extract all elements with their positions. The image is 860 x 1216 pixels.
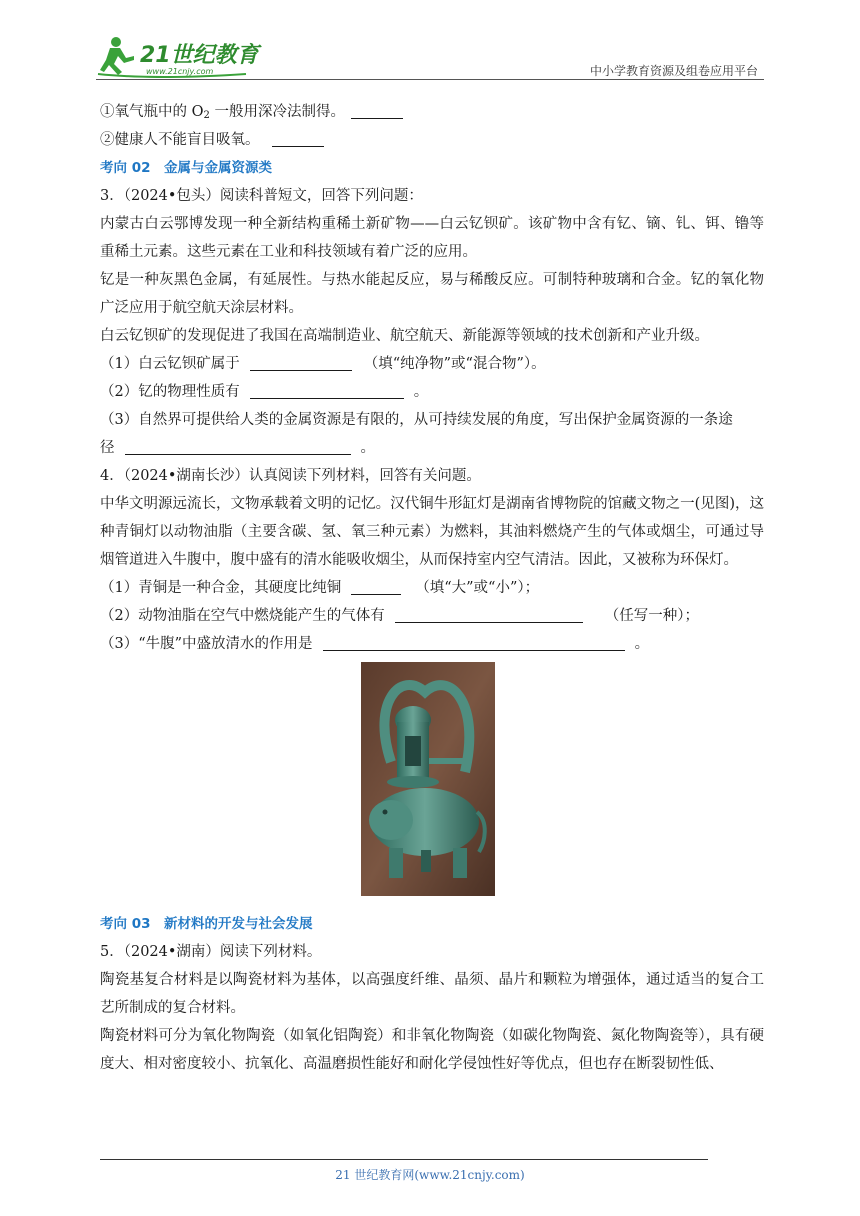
figure-area xyxy=(100,658,764,910)
answer-blank[interactable] xyxy=(351,100,403,119)
question-4-para: 中华文明源远流长，文物承载着文明的记忆。汉代铜牛形缸灯是湖南省博物院的馆藏文物之一(见图)，这种青铜灯以动物油脂（主要含碳、氢、氧三种元素）为燃料，其油料燃烧产生的气体或烟尘，可通过导烟管道进入牛腹中，腹中盛有的清水能吸收烟尘，从而保持室内空气清洁。因此，又被称为环保灯。 xyxy=(100,496,764,568)
question-5-para-2: 陶瓷材料可分为氧化物陶瓷（如氧化铝陶瓷）和非氧化物陶瓷（如碳化物陶瓷、氮化物陶瓷等），具有硬度大、相对密度较小、抗氧化、高温磨损性能好和耐化学侵蚀性好等优点，但也存在断裂韧性低、 xyxy=(100,1028,764,1072)
question-5-title: 5．（2024•湖南）阅读下列材料。 xyxy=(100,944,322,960)
question-5-para-1: 陶瓷基复合材料是以陶瓷材料为基体，以高强度纤维、晶须、晶片和颗粒为增强体，通过适当的复合工艺所制成的复合材料。 xyxy=(100,972,764,1016)
question-3-title: 3．（2024•包头）阅读科普短文，回答下列问题： xyxy=(100,188,423,204)
question-4-3: （3）“牛腹”中盛放清水的作用是 。 xyxy=(100,630,764,658)
answer-blank[interactable] xyxy=(395,604,583,623)
question-3-para-1: 内蒙古白云鄂博发现一种全新结构重稀土新矿物——白云钇钡矿。该矿物中含有钇、镝、钆、铒、镥等重稀土元素。这些元素在工业和科技领域有着广泛的应用。 xyxy=(100,216,764,260)
document-body xyxy=(100,98,764,1078)
answer-blank[interactable] xyxy=(323,632,625,651)
question-3-1: （1）白云钇钡矿属于 （填“纯净物”或“混合物”）。 xyxy=(100,350,764,378)
question-4-2: （2）动物油脂在空气中燃烧能产生的气体有 （任写一种）； xyxy=(100,602,764,630)
footer-rule xyxy=(100,1159,708,1160)
section-title-03: 考向 03 新材料的开发与社会发展 xyxy=(100,916,313,932)
running-figure-logo-icon xyxy=(96,34,266,78)
question-4-1: （1）青铜是一种合金，其硬度比纯铜 （填“大”或“小”）； xyxy=(100,574,764,602)
page-header xyxy=(96,34,764,80)
answer-blank[interactable] xyxy=(250,380,404,399)
question-3-para-2: 钇是一种灰黑色金属，有延展性。与热水能起反应，易与稀酸反应。可制特种玻璃和合金。钇的氧化物广泛应用于航空航天涂层材料。 xyxy=(100,272,764,316)
bronze-ox-lamp-photo xyxy=(361,662,495,896)
answer-blank[interactable] xyxy=(125,436,351,455)
header-rule xyxy=(96,79,764,80)
question-3-para-3: 白云钇钡矿的发现促进了我国在高端制造业、航空航天、新能源等领域的技术创新和产业升级。 xyxy=(100,328,709,344)
answer-blank[interactable] xyxy=(250,352,352,371)
answer-blank[interactable] xyxy=(272,128,324,147)
question-3-3: （3）自然界可提供给人类的金属资源是有限的，从可持续发展的角度，写出保护金属资源的一条途 xyxy=(100,412,733,428)
section-title-02: 考向 02 金属与金属资源类 xyxy=(100,160,272,176)
footer-link[interactable]: 21 世纪教育网(www.21cnjy.com) xyxy=(335,1168,525,1182)
question-4-title: 4．（2024•湖南长沙）认真阅读下列材料，回答有关问题。 xyxy=(100,468,481,484)
question-3-3-cont: 径 。 xyxy=(100,434,764,462)
answer-blank[interactable] xyxy=(351,576,401,595)
question-o2: ①氧气瓶中的 $O_2$ 一般用深冷法制得。 xyxy=(100,98,764,126)
question-3-2: （2）钇的物理性质有 。 xyxy=(100,378,764,406)
platform-name: 中小学教育资源及组卷应用平台 xyxy=(589,64,758,78)
question-breath: ②健康人不能盲目吸氧。 xyxy=(100,126,764,154)
logo-text: 21世纪教育 xyxy=(140,43,259,68)
logo-url: www.21cnjy.com xyxy=(146,67,214,76)
